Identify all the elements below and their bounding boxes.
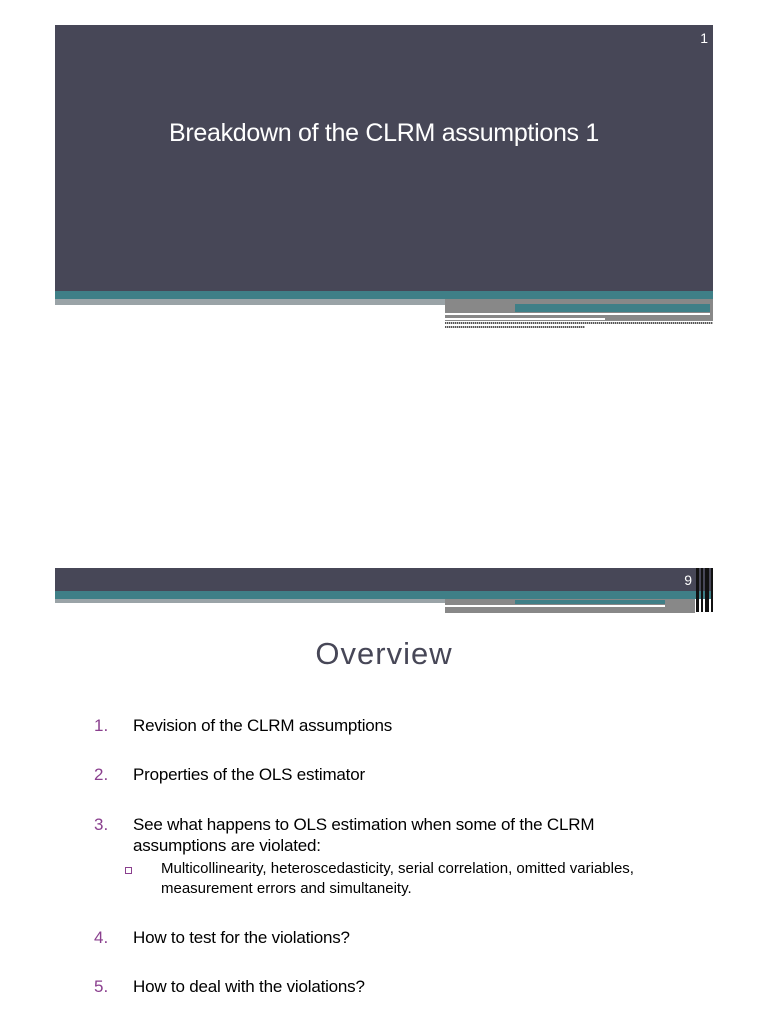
decorative-tick-row — [55, 299, 445, 305]
decorative-line — [445, 318, 605, 320]
sub-bullet-icon — [125, 867, 132, 874]
slide-number: 9 — [684, 572, 692, 588]
slide-title: Breakdown of the CLRM assumptions 1 — [169, 119, 599, 147]
list-item-number: 5. — [94, 977, 109, 996]
list-item-number: 1. — [94, 716, 109, 735]
decorative-tick-row — [55, 599, 445, 603]
decorative-bar — [711, 568, 713, 612]
decorative-band — [55, 291, 713, 299]
slide-number: 1 — [700, 30, 708, 46]
decorative-line — [445, 313, 710, 315]
decorative-strip — [445, 322, 713, 324]
title-slide-background — [55, 25, 713, 293]
list-item-text: Revision of the CLRM assumptions — [133, 716, 393, 735]
list-item-text: How to test for the violations? — [133, 928, 350, 947]
decorative-strip — [445, 326, 585, 328]
decorative-line — [445, 605, 665, 607]
list-item-text: Properties of the OLS estimator — [133, 765, 365, 784]
list-item-number: 4. — [94, 928, 109, 947]
slide-header-background — [55, 568, 713, 591]
decorative-bar — [701, 568, 703, 612]
decorative-bar — [696, 568, 699, 612]
decorative-bar — [705, 568, 709, 612]
decorative-inner-band — [515, 600, 665, 604]
sub-item-text: Multicollinearity, heteroscedasticity, serial correlation, omitted variables, measurement errors and simultaneity. — [161, 860, 634, 897]
list-item-text: How to deal with the violations? — [133, 977, 365, 996]
overview-heading: Overview — [315, 636, 453, 671]
decorative-inner-band — [515, 304, 710, 312]
list-item-text: See what happens to OLS estimation when some of the CLRM assumptions are violated: — [133, 815, 595, 855]
decorative-band — [55, 591, 713, 599]
list-item-number: 2. — [94, 765, 109, 784]
list-item-number: 3. — [94, 815, 109, 834]
